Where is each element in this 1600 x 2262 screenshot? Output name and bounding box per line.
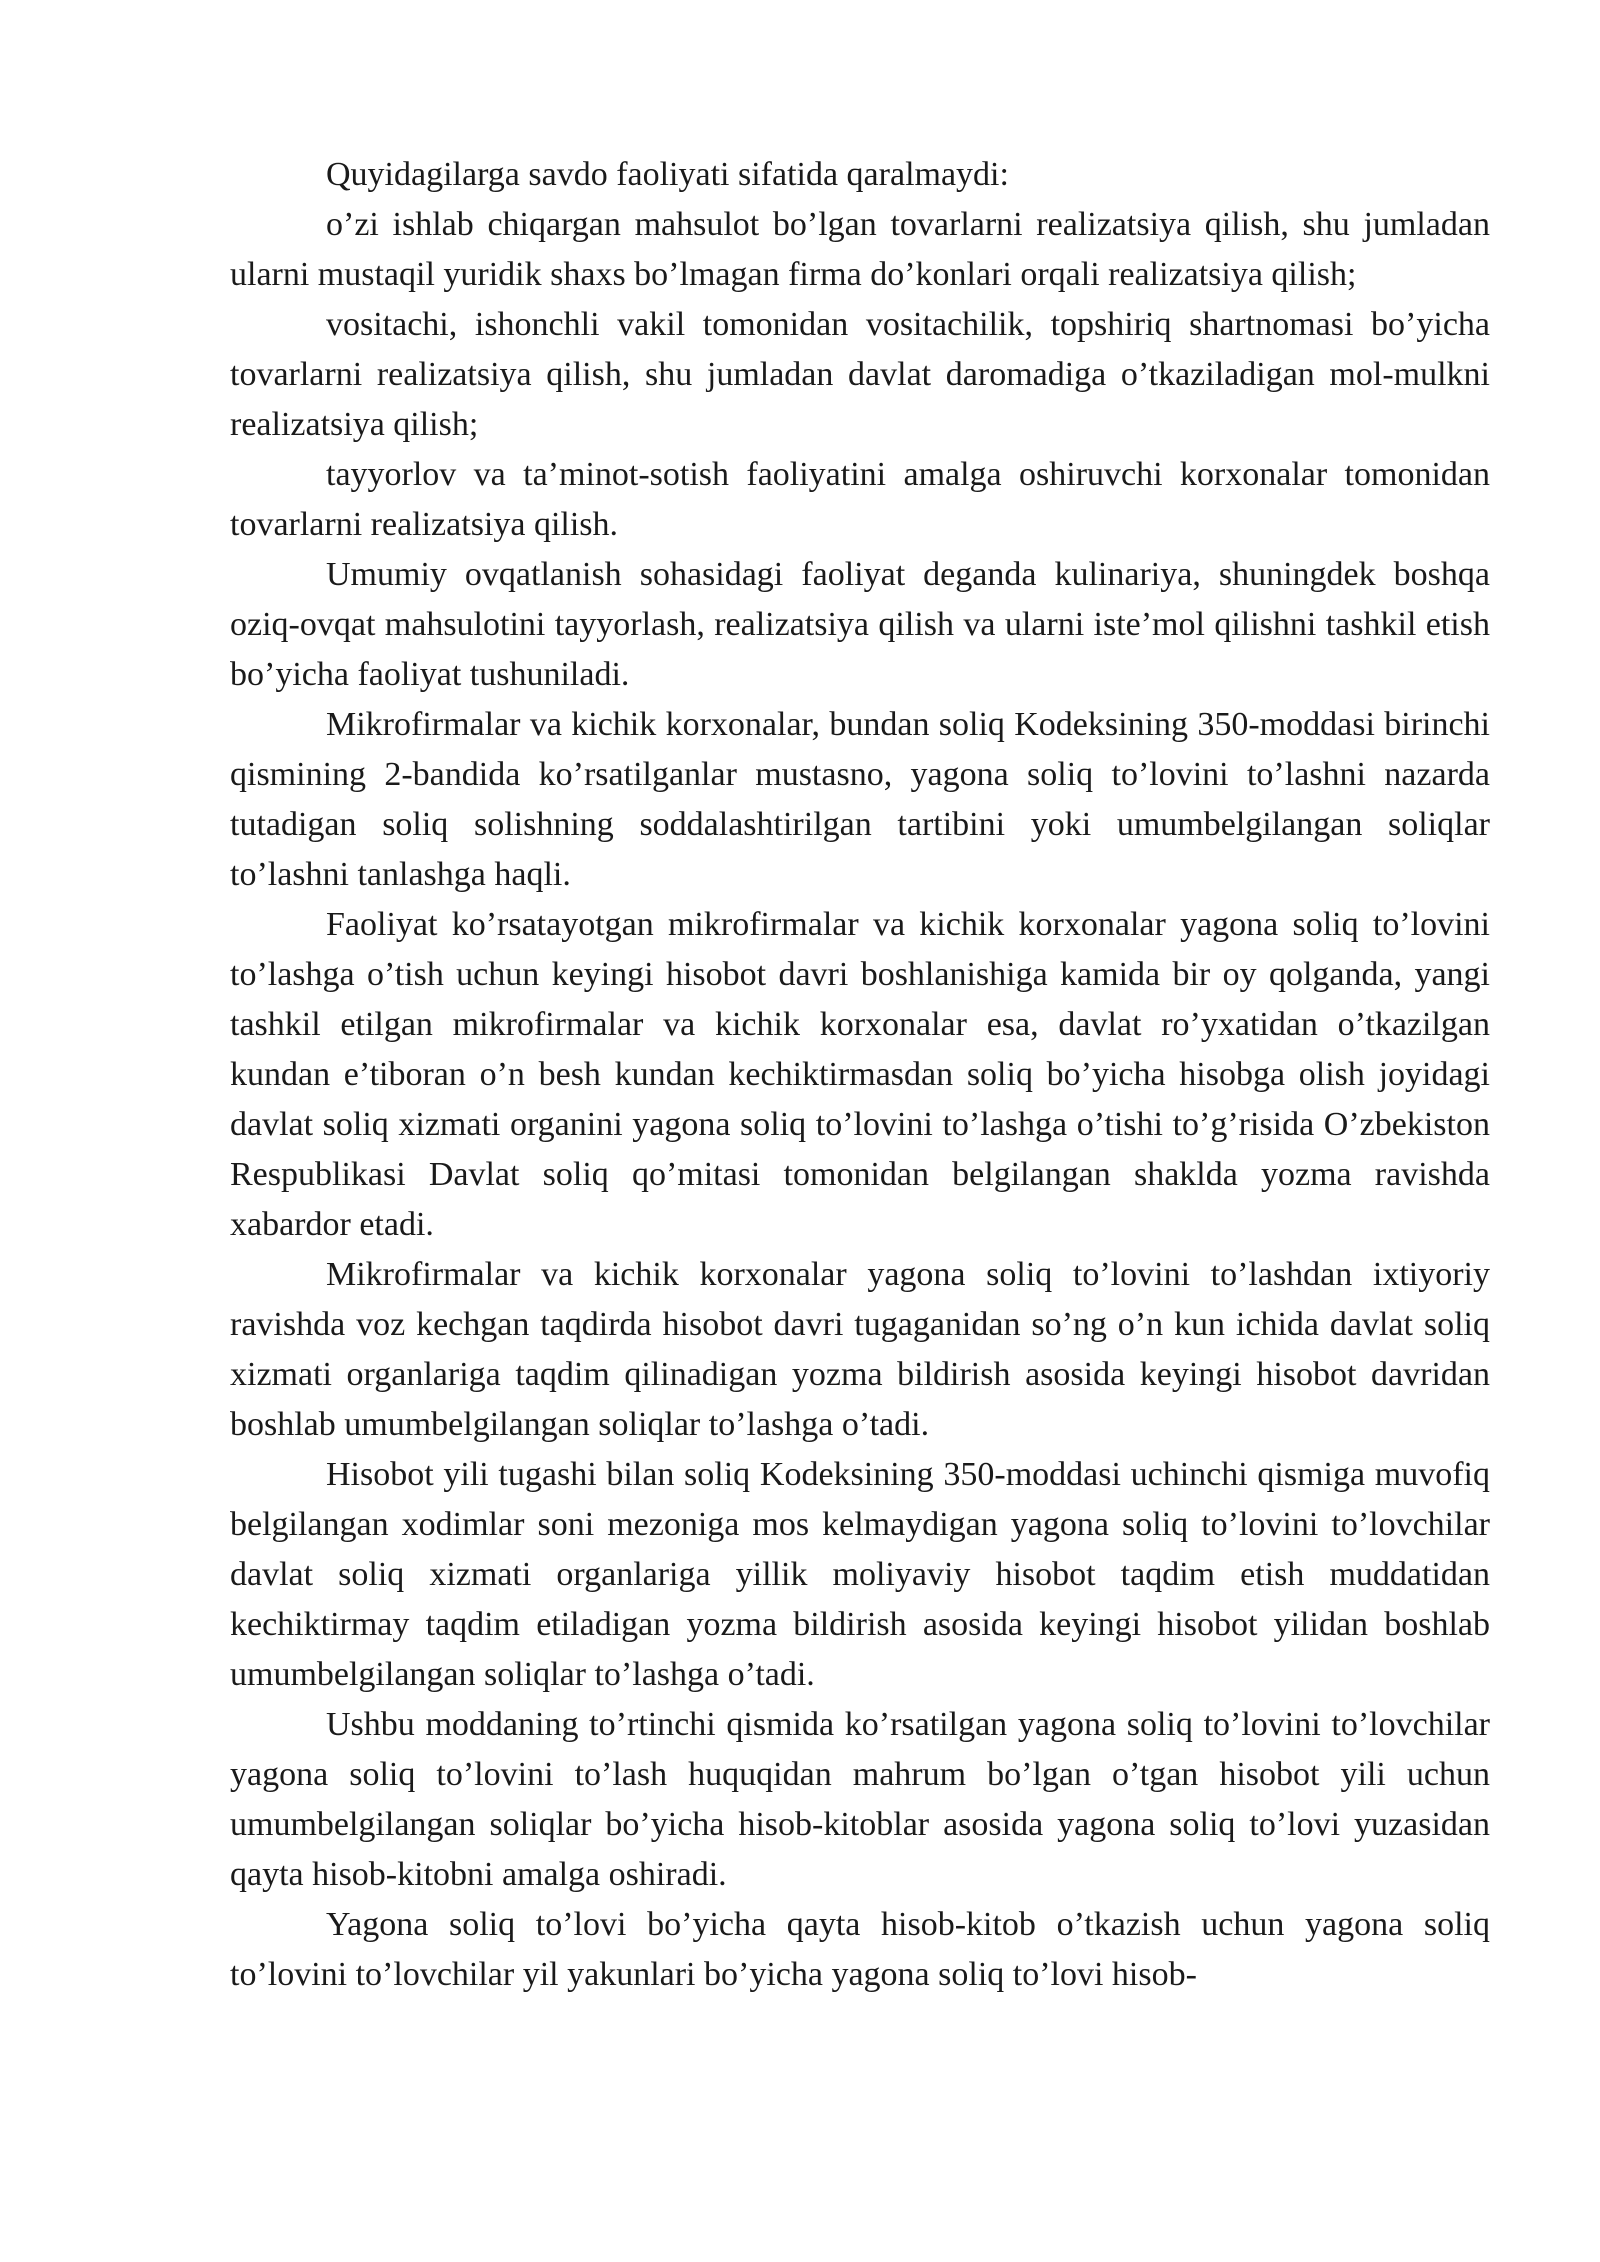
paragraph-9: Hisobot yili tugashi bilan soliq Kodeksining 350-moddasi uchinchi qismiga muvofiq belgilangan xodimlar soni mezoniga mos kelmaydigan yagona soliq to’lovini to’lovchilar davlat soliq xizmati organlariga yillik moliyaviy hisobot taqdim etish muddatidan kechiktirmay taqdim etiladigan yozma bildirish asosida keyingi hisobot yilidan boshlab umumbelgilangan soliqlar to’lashga o’tadi.: [230, 1456, 1490, 1693]
paragraph-6: Mikrofirmalar va kichik korxonalar, bundan soliq Kodeksining 350-moddasi birinchi qismining 2-bandida ko’rsatilganlar mustasno, yagona soliq to’lovini to’lashni nazarda tutadigan soliq solishning soddalashtirilgan tartibini yoki umumbelgilangan soliqlar to’lashni tanlashga haqli.: [230, 706, 1490, 893]
paragraph-2: o’zi ishlab chiqargan mahsulot bo’lgan tovarlarni realizatsiya qilish, shu jumladan ularni mustaqil yuridik shaxs bo’lmagan firma do’konlari orqali realizatsiya qilish;: [230, 206, 1490, 293]
document-page: [230, 150, 1490, 2000]
paragraph-3: vositachi, ishonchli vakil tomonidan vositachilik, topshiriq shartnomasi bo’yicha tovarlarni realizatsiya qilish, shu jumladan davlat daromadiga o’tkaziladigan mol-mulkni realizatsiya qilish;: [230, 306, 1490, 443]
paragraph-10: Ushbu moddaning to’rtinchi qismida ko’rsatilgan yagona soliq to’lovini to’lovchilar yagona soliq to’lovini to’lash huquqidan mahrum bo’lgan o’tgan hisobot yili uchun umumbelgilangan soliqlar bo’yicha hisob-kitoblar asosida yagona soliq to’lovi yuzasidan qayta hisob-kitobni amalga oshiradi.: [230, 1706, 1490, 1893]
paragraph-4: tayyorlov va ta’minot-sotish faoliyatini amalga oshiruvchi korxonalar tomonidan tovarlarni realizatsiya qilish.: [230, 456, 1490, 543]
paragraph-8: Mikrofirmalar va kichik korxonalar yagona soliq to’lovini to’lashdan ixtiyoriy ravishda voz kechgan taqdirda hisobot davri tugaganidan so’ng o’n kun ichida davlat soliq xizmati organlariga taqdim qilinadigan yozma bildirish asosida keyingi hisobot davridan boshlab umumbelgilangan soliqlar to’lashga o’tadi.: [230, 1256, 1490, 1443]
paragraph-11: Yagona soliq to’lovi bo’yicha qayta hisob-kitob o’tkazish uchun yagona soliq to’lovini to’lovchilar yil yakunlari bo’yicha yagona soliq to’lovi hisob-: [230, 1906, 1490, 1993]
paragraph-7: Faoliyat ko’rsatayotgan mikrofirmalar va kichik korxonalar yagona soliq to’lovini to’lashga o’tish uchun keyingi hisobot davri boshlanishiga kamida bir oy qolganda, yangi tashkil etilgan mikrofirmalar va kichik korxonalar esa, davlat ro’yxatidan o’tkazilgan kundan e’tiboran o’n besh kundan kechiktirmasdan soliq bo’yicha hisobga olish joyidagi davlat soliq xizmati organini yagona soliq to’lovini to’lashga o’tishi to’g’risida O’zbekiston Respublikasi Davlat soliq qo’mitasi tomonidan belgilangan shaklda yozma ravishda xabardor etadi.: [230, 906, 1490, 1243]
paragraph-5: Umumiy ovqatlanish sohasidagi faoliyat deganda kulinariya, shuningdek boshqa oziq-ovqat mahsulotini tayyorlash, realizatsiya qilish va ularni iste’mol qilishni tashkil etish bo’yicha faoliyat tushuniladi.: [230, 556, 1490, 693]
paragraph-1: Quyidagilarga savdo faoliyati sifatida qaralmaydi:: [326, 156, 1009, 193]
